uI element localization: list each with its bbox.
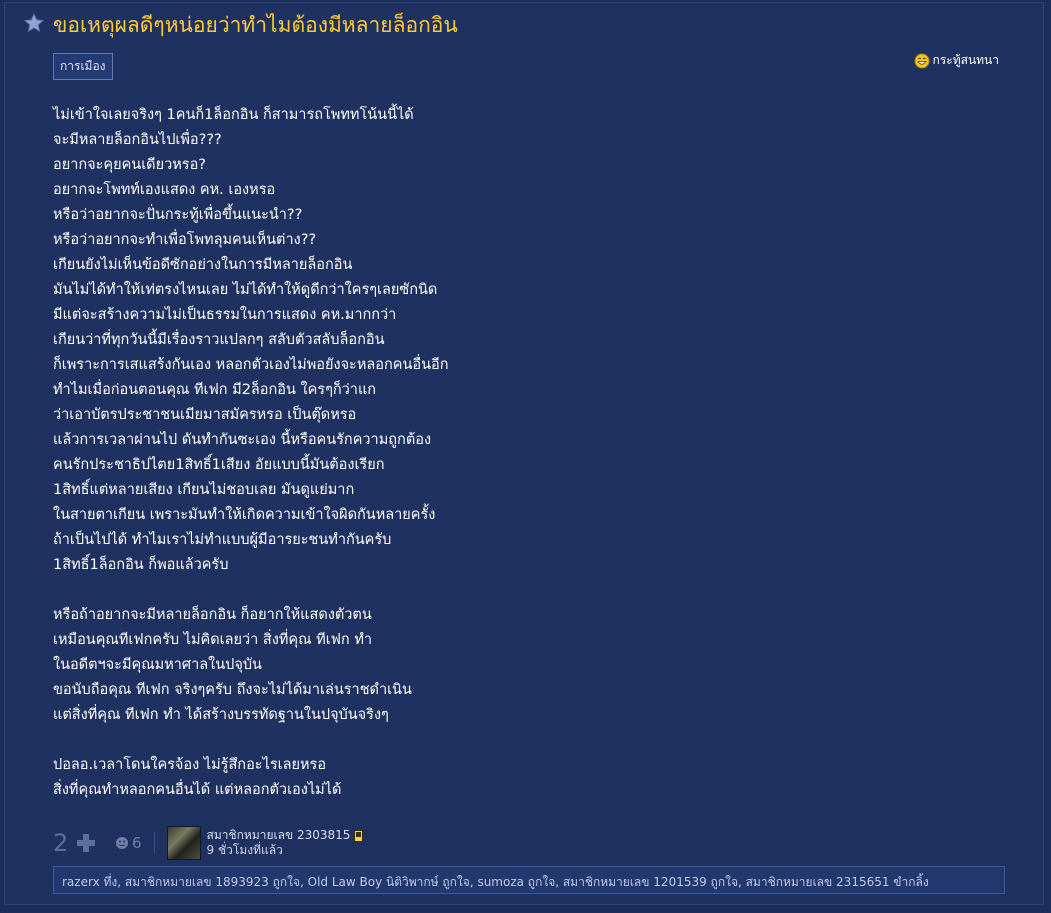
body-line: อยากจะโพทท์เองแสดง คห. เองหรอ xyxy=(53,182,276,198)
body-line: อยากจะคุยคนเดียวหรอ? xyxy=(53,157,206,173)
body-line: ว่าเอาบัตรประชาชนเมียมาสมัครหรอ เป็นตุ๊ดหรอ xyxy=(53,407,357,423)
mobile-phone-icon xyxy=(354,830,363,842)
emotion-count: 6 xyxy=(132,834,142,852)
body-line: จะมีหลายล็อกอินไปเพื่อ??? xyxy=(53,132,222,148)
body-line: มันไม่ได้ทำให้เท่ตรงไหนเลย ไม่ได้ทำให้ดูดีกว่าใครๆเลยซักนิด xyxy=(53,282,438,298)
member-name[interactable]: สมาชิกหมายเลข 2303815 xyxy=(206,828,351,842)
body-line: หรือถ้าอยากจะมีหลายล็อกอิน ก็อยากให้แสดงตัวตน xyxy=(53,607,372,623)
footer-divider xyxy=(154,832,155,854)
body-line: ปอลอ.เวลาโดนใครจ้อง ไม่รู้สึกอะไรเลยหรอ xyxy=(53,757,327,773)
member-info xyxy=(207,828,364,858)
topic-type-label: กระทู้สนทนา xyxy=(932,53,999,67)
posted-time: 9 ชั่วโมงที่แล้ว xyxy=(206,843,283,857)
body-line: 1สิทธิ์แต่หลายเสียง เกียนไม่ชอบเลย มันดูแย่มาก xyxy=(53,482,355,498)
body-line: เหมือนคุณทีเฟกครับ ไม่คิดเลยว่า สิ่งที่คุณ ทีเฟก ทำ xyxy=(53,632,373,648)
body-line: ขอนับถือคุณ ทีเฟก จริงๆครับ ถึงจะไม่ได้มาเล่นราชดำเนิน xyxy=(53,682,412,698)
tag-politics[interactable]: การเมือง xyxy=(53,53,113,80)
body-line: ในสายตาเกียน เพราะมันทำให้เกิดความเข้าใจผิดกันหลายครั้ง xyxy=(53,507,436,523)
body-line: ในอดีตฯจะมีคุณมหาศาลในปจุบัน xyxy=(53,657,262,673)
reactions-bar[interactable]: razerx ทึ่ง, สมาชิกหมายเลข 1893923 ถูกใจ, Old Law Boy นิติวิพากษ์ ถูกใจ, sumoza ถูกใจ, สมาชิกหมายเลข 1201539 ถูกใจ, สมาชิกหมายเลข 2315651 ขำกลิ้ง xyxy=(53,866,1005,894)
body-line: ถ้าเป็นไปได้ ทำไมเราไม่ทำแบบผู้มีอารยะชนทำกันครับ xyxy=(53,532,392,548)
post-footer xyxy=(53,825,1013,861)
body-line: แต่สิ่งที่คุณ ทีเฟก ทำ ได้สร้างบรรทัดฐานในปจุบันจริงๆ xyxy=(53,707,389,723)
body-line: มีแต่จะสร้างความไม่เป็นธรรมในการแสดง คห.มากกว่า xyxy=(53,307,397,323)
body-line: สิ่งที่คุณทำหลอกคนอื่นได้ แต่หลอกตัวเองไม่ได้ xyxy=(53,782,342,798)
blank-line xyxy=(53,728,993,753)
avatar[interactable] xyxy=(167,826,201,860)
topic-body xyxy=(53,103,993,803)
body-line: หรือว่าอยากจะปั่นกระทู้เพื่อขึ้นแนะนำ?? xyxy=(53,207,303,223)
emotion-face-icon xyxy=(115,836,129,850)
body-line: ก็เพราะการเสแสร้งกันเอง หลอกตัวเองไม่พอยังจะหลอกคนอื่นอีก xyxy=(53,357,449,373)
emotion-counter[interactable] xyxy=(115,834,142,852)
body-line: แล้วการเวลาผ่านไป ดันทำกันซะเอง นี้หรือคนรักความถูกต้อง xyxy=(53,432,432,448)
body-line: เกียนยังไม่เห็นข้อดีซักอย่างในการมีหลายล็อกอิน xyxy=(53,257,353,273)
topic-panel xyxy=(4,2,1044,905)
body-line: คนรักประชาธิปไตย1สิทธิ์1เสียง อัยแบบนี้มันต้องเรียก xyxy=(53,457,385,473)
blank-line xyxy=(53,578,993,603)
plus-icon[interactable] xyxy=(75,832,97,854)
topic-type xyxy=(914,51,999,70)
laughing-face-icon xyxy=(914,53,930,69)
body-line: ไม่เข้าใจเลยจริงๆ 1คนก็1ล็อกอิน ก็สามารถโพททโน้นนี้ได้ xyxy=(53,107,414,123)
body-line: เกียนว่าที่ทุกวันนี้มีเรื่องราวแปลกๆ สลับตัวสลับล็อกอิน xyxy=(53,332,385,348)
body-line: ทำไมเมื่อก่อนตอนคุณ ทีเฟก มี2ล็อกอิน ใครๆก็ว่าแก xyxy=(53,382,377,398)
body-line: หรือว่าอยากจะทำเพื่อโพทลุมคนเห็นต่าง?? xyxy=(53,232,317,248)
topic-title: ขอเหตุผลดีๆหน่อยว่าทำไมต้องมีหลายล็อกอิน xyxy=(53,13,458,37)
vote-count: 2 xyxy=(53,829,69,857)
body-line: 1สิทธิ์1ล็อกอิน ก็พอแล้วครับ xyxy=(53,557,229,573)
star-icon[interactable] xyxy=(23,12,45,34)
